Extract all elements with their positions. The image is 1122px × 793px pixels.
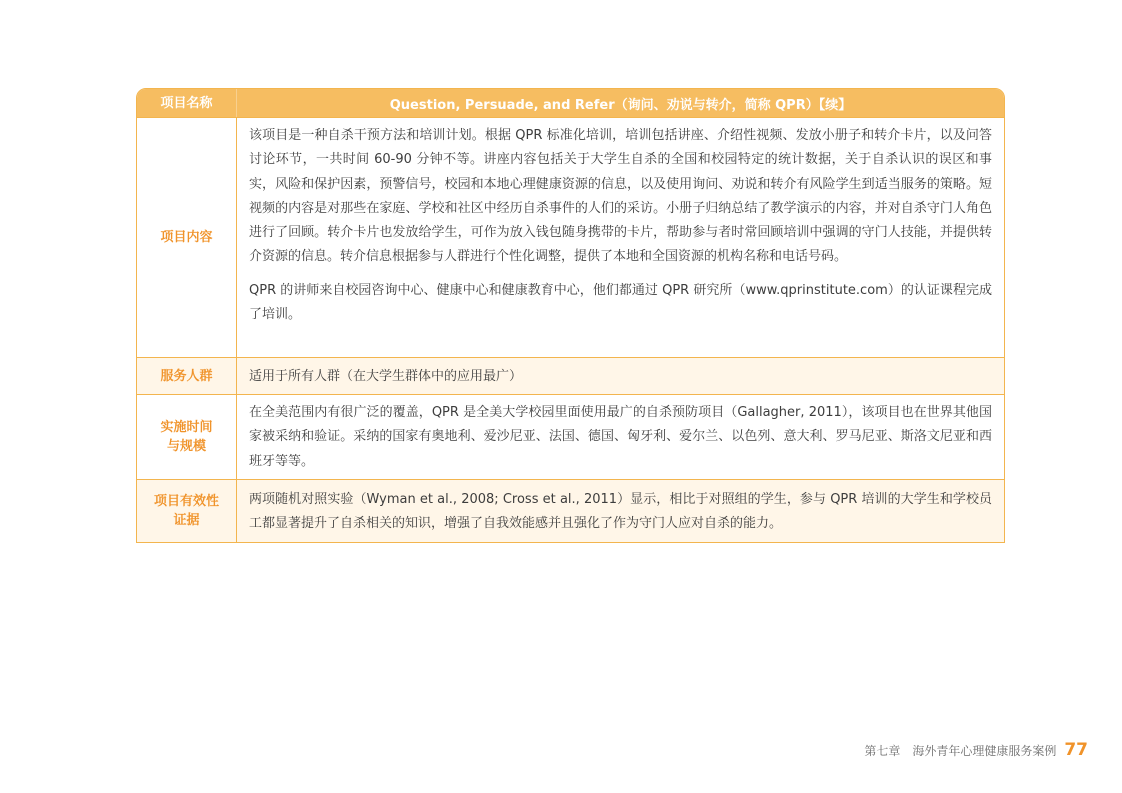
row-label-scale [137, 395, 237, 479]
table-header-row [137, 89, 1004, 117]
content-paragraph: 在全美范围内有很广泛的覆盖，QPR 是全美大学校园里面使用最广的自杀预防项目（Gallagher, 2011），该项目也在世界其他国家被采纳和验证。采纳的国家有奥地利、爱沙尼亚、法国、德国、匈牙利、爱尔兰、以色列、意大利、罗马尼亚、斯洛文尼亚和西班牙等等。 [249, 405, 992, 469]
row-content-scale [237, 395, 1004, 479]
page-footer [864, 740, 1088, 760]
table-row-evidence [137, 479, 1004, 542]
header-label: 项目名称 [137, 89, 237, 117]
content-paragraph: 适用于所有人群（在大学生群体中的应用最广） [249, 368, 523, 384]
row-content-evidence [237, 480, 1004, 542]
label-line: 证据 [173, 513, 200, 528]
chapter-title: 第七章 海外青年心理健康服务案例 [864, 743, 1057, 758]
table-row-scale [137, 394, 1004, 479]
row-content-audience [237, 358, 1004, 394]
header-title: Question, Persuade, and Refer（询问、劝说与转介，简称 QPR）【续】 [389, 97, 852, 113]
label-line: 与规模 [166, 439, 206, 454]
label-line: 项目有效性 [153, 494, 219, 509]
table-row-content [137, 117, 1004, 357]
row-label-content: 项目内容 [137, 118, 237, 357]
page-number: 77 [1064, 740, 1088, 760]
label-line: 实施时间 [160, 420, 213, 435]
qpr-info-table [136, 88, 1005, 543]
content-paragraph: 两项随机对照实验（Wyman et al., 2008; Cross et al., 2011）显示，相比于对照组的学生，参与 QPR 培训的大学生和学校员工都显著提升了自杀相关的知识，增强了自我效能感并且强化了作为守门人应对自杀的能力。 [249, 491, 992, 531]
row-content-content [237, 118, 1004, 357]
content-paragraph: QPR 的讲师来自校园咨询中心、健康中心和健康教育中心，他们都通过 QPR 研究所（www.qprinstitute.com）的认证课程完成了培训。 [249, 282, 992, 323]
content-paragraph: 该项目是一种自杀干预方法和培训计划。根据 QPR 标准化培训，培训包括讲座、介绍性视频、发放小册子和转介卡片，以及问答讨论环节，一共时间 60-90 分钟不等。讲座内容包括关于大学生自杀的全国和校园特定的统计数据，关于自杀认识的误区和事实，风险和保护因素，预警信号，校园和本地心理健康资源的信息，以及使用询问、劝说和转介有风险学生到适当服务的策略。短视频的内容是对那些在家庭、学校和社区中经历自杀事件的人们的采访。小册子归纳总结了教学演示的内容，并对自杀守门人角色进行了回顾。转介卡片也发放给学生，可作为放入钱包随身携带的卡片，帮助参与者时常回顾培训中强调的守门人技能，并提供转介资源的信息。转介信息根据参与人群进行个性化调整，提供了本地和全国资源的机构名称和电话号码。 [249, 128, 992, 265]
row-label-evidence [137, 480, 237, 542]
row-label-audience: 服务人群 [137, 358, 237, 394]
table-row-audience [137, 357, 1004, 394]
